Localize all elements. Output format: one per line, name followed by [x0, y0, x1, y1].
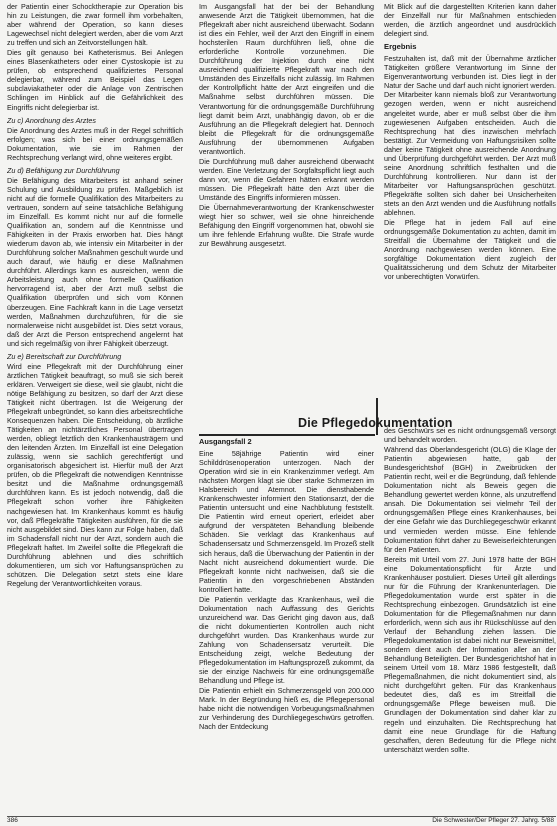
- column-5: [384, 426, 556, 812]
- paragraph: Eine 58jährige Patientin wird einer Schilddrüsenoperation unterzogen. Nach der Operation wird sie in ein Krankenzimmer verlegt. Am nächsten Morgen klagt sie über starke Schmerzen im Halsbereich und Atemnot. Die diensthabende Krankenschwester informiert den Stationsarzt, der die Patientin untersucht und eine Nachblutung feststellt. Die Patientin wird erneut operiert, erleidet aber aufgrund der verspäteten Behandlung bleibende Schäden. Sie verklagt das Krankenhaus auf Schadensersatz und Schmerzensgeld. Im Prozeß stellt sich heraus, daß die Überwachung der Patientin in der Nacht nicht ausreichend dokumentiert wurde. Die Pflegekraft konnte nicht nachweisen, daß sie die Patientin in den vorgeschriebenen Abständen kontrolliert hatte.: [199, 449, 374, 594]
- subheading-befaehigung: Zu d) Befähigung zur Durchführung: [7, 165, 120, 175]
- paragraph: des Geschwürs sei es nicht ordnungsgemäß versorgt und behandelt worden.: [384, 426, 556, 445]
- column-2: [199, 2, 374, 384]
- paragraph: Während das Oberlandesgericht (OLG) die Klage der Patientin abgewiesen hatte, gab der Bundesgerichtshof (BGH) in Zweibrücken der Patientin recht, weil er die Begründung, daß fehlende Dokumentation nicht als Beweis gegen die Behandlung gewertet werden könne, als unzutreffend ansah. Die Dokumentation sei vielmehr Teil der ordnungsgemäßen Pflege eines Krankenhauses, bei der eine Gefahr wie das Durchliegegeschwür erkannt und vermieden werden müsse. Eine fehlende Dokumentation führt daher zu Beweiserleichterungen für den Patienten.: [384, 445, 556, 554]
- paragraph: Die Pflege hat in jedem Fall auf eine ordnungsgemäße Dokumentation zu achten, damit im Streitfall die Übernahme der Tätigkeit und die Anordnung nachgewiesen werden können. Eine sorgfältige Dokumentation dient zugleich der Qualitätssicherung und dem Schutz der Mitarbeiter vor unberechtigten Vorwürfen.: [384, 218, 556, 282]
- paragraph: Die Patientin erhielt ein Schmerzensgeld von 200.000 Mark. In der Begründung hieß es, die Pflegepersonal habe nicht die notwendigen Vorbeugungsmaßnahmen zur Verhinderung des Durchliegegeschwürs getroffen. Nach der Entdeckung: [199, 686, 374, 732]
- paragraph: Dies gilt genauso bei Katheterismus. Bei Anlegen eines Blasenkatheters oder einer Cystoskopie ist zu prüfen, ob entsprechend qualifiziertes Personal delegierbar, während zum Beispiel das Legen subclaviakatheter oder die Anlage von Zentrischen Schlingen im Hinblick auf die Gefährlichkeit des Eingriffs nicht delegierbar ist.: [7, 48, 183, 112]
- paragraph: Die Patientin verklagte das Krankenhaus, weil die Dokumentation nach Auffassung des Gerichts unzureichend war. Das Gericht ging davon aus, daß die nicht dokumentierten Kontrollen auch nicht durchgeführt wurden. Das Krankenhaus wurde zur Zahlung von Schadensersatz verurteilt. Die Entscheidung zeigt, welche Bedeutung der Pflegedokumentation im Haftungsprozeß zukommt, da sie der einzige Nachweis für eine ordnungsgemäße Behandlung und Pflege ist.: [199, 594, 374, 686]
- subheading-bereitschaft: Zu e) Bereitschaft zur Durchführung: [7, 351, 122, 361]
- horizontal-rule: [199, 434, 375, 436]
- paragraph: Mit Blick auf die dargestellten Kriterien kann daher der Einzelfall nur für Maßnahmen entschieden werden, die ärztlich angeordnet und ausdrücklich delegiert sind.: [384, 2, 556, 39]
- paragraph: Die Durchführung muß daher ausreichend überwacht werden. Eine Verletzung der Sorgfaltspflicht liegt auch dann vor, wenn die Gefahren hätten erkannt werden müssen. Die Pflegekraft hätte den Arzt über die Umstände des Eingriffs informieren müssen.: [199, 156, 374, 202]
- paragraph: Die Anordnung des Arztes muß in der Regel schriftlich erfolgen; was sich bei einer ordnungsgemäßen Dokumentation, wie sie im Rahmen der Rechtsprechung verlangt wird, ohne weiteres ergibt.: [7, 125, 183, 162]
- section-headline: Die Pflegedokumentation: [298, 416, 453, 430]
- case-label: Ausgangsfall 2: [199, 437, 252, 446]
- journal-reference: Die Schwester/Der Pfleger 27. Jahrg. 5/88: [432, 817, 554, 824]
- paragraph: Die Befähigung des Mitarbeiters ist anhand seiner Schulung und Ausbildung zu prüfen. Maßgeblich ist nicht auf die formelle Qualifikation des Mitarbeiters zu vertrauen, sondern auf seine tatsächliche Befähigung im Einzelfall. Es kommt nicht nur auf die formelle Qualifikation an, sondern auf die Kenntnisse und Fähigkeiten in der Praxis erworben hat. Dies hängt wiederum davon ab, wie intensiv ein Mitarbeiter in der Durchführung solcher Maßnahmen geschult wurde und auch darauf, wie häufig er diese Maßnahmen durchführt. Allerdings kann es ausreichen, wenn die Arbeitsleistung auch ohne formelle Qualifikation hervorragend ist, aber der Arzt muß selbst die Qualifikation überprüfen und sich vom Können überzeugen. Eine Fachkraft kann in die Lage versetzt werden, Maßnahmen durchzuführen, für die sie normalerweise nicht ausgebildet ist. Dies setzt voraus, daß der Arzt die Person entsprechend angelernt hat und sich regelmäßig von ihrer Fähigkeit überzeugt.: [7, 175, 183, 348]
- subheading-anordnung: Zu c) Anordnung des Arztes: [7, 115, 96, 125]
- paragraph: Festzuhalten ist, daß mit der Übernahme ärztlicher Tätigkeiten größere Verantwortung im Sinne der Eigenverantwortung verbunden ist. Dies liegt in der Natur der Sache und darf auch nicht ignoriert werden. Der Mitarbeiter kann niemals bloß zur Verantwortung gezogen werden, wenn er nicht ausreichend angeleitet wurde, aber er muß selbst über die ihm zugewiesenen Aufgaben entscheiden. Auch die Rechtsprechung hat dies inzwischen mehrfach bestätigt. Zur Vermeidung von Haftungsrisiken sollte daher keine Tätigkeit ohne ausreichende Anordnung und Überprüfung durchgeführt werden. Der Arzt muß seine Anordnung schriftlich festhalten und die Durchführung kontrollieren. Nur dann ist der Mitarbeiter vor Haftungsansprüchen geschützt. Pflegekräfte sollten sich daher bei Unsicherheiten stets an den Arzt wenden und die Ausführung notfalls ablehnen.: [384, 54, 556, 218]
- column-3: [384, 2, 556, 388]
- paragraph: der Patientin einer Schocktherapie zur Operation bis hin zu Leistungen, die zwar formell ihm vorbehalten, aber während der Operation, so kann dieses Lagewechsel nicht delegiert werden, aber die vom Arzt zu treffen und sich an Zeitvorstellungen hält.: [7, 2, 183, 48]
- column-4: [199, 449, 374, 811]
- paragraph: Im Ausgangsfall hat der bei der Behandlung anwesende Arzt die Tätigkeit übernommen, hat die Pflegekraft aber nicht ausreichend überwacht. Sodann ist dies ein Fehler, weil der Arzt den Eingriff in einem hochsterilen Raum durchführen ließ, ohne die erforderliche Kontrolle vorzunehmen. Die Durchführung der Injektion durch eine nicht ausreichend qualifizierte Pflegekraft war nach den Umständen des Einzelfalls nicht zulässig. Im Rahmen der Kontrollpflicht hätte der Arzt eingreifen und die Maßnahme selbst durchführen müssen. Die Verantwortung für die ordnungsgemäße Durchführung liegt damit beim Arzt, unabhängig davon, ob er die Ausführung an die Pflegekraft delegiert hat. Dennoch bleibt die Pflegekraft für die ordnungsgemäße Ausführung der übernommenen Aufgaben verantwortlich.: [199, 2, 374, 156]
- page-number: 386: [7, 817, 18, 824]
- section-heading-ergebnis: Ergebnis: [384, 42, 417, 52]
- column-1: [7, 2, 183, 812]
- paragraph: Wird eine Pflegekraft mit der Durchführung einer ärztlichen Tätigkeit beauftragt, so muß sie sich bereit erklären. Verweigert sie diese, weil sie glaubt, nicht die nötige Befähigung zu besitzen, so darf der Arzt diese Tätigkeit nicht übertragen. Ist die Weigerung der Pflegekraft unbegründet, so kann dies arbeitsrechtliche Konsequenzen haben. Die Entscheidung, ob ärztliche Tätigkeiten an nichtärztliches Personal übertragen werden, obliegt letztlich den Krankenhausträgern und den leitenden Ärzten. Im Einzelfall ist eine Delegation zulässig, wenn sie sachlich gerechtfertigt und organisatorisch abgesichert ist. Hierfür muß der Arzt prüfen, ob die Pflegekraft die notwendigen Kenntnisse besitzt und die Maßnahme ordnungsgemäß durchführen kann. Es ist jedoch notwendig, daß die Pflegekraft schon vorher ihre Fähigkeiten nachgewiesen hat. Im Krankenhaus kommt es häufig vor, daß Pflegekräfte Tätigkeiten ausführen, für die sie nicht ausgebildet sind. Dies kann zur Folge haben, daß im Schadensfall nicht nur der Arzt, sondern auch die Pflegekraft haftet. Im Zweifel sollte die Pflegekraft die Durchführung ablehnen und dies schriftlich dokumentieren, um sich vor Haftungsansprüchen zu schützen. Die Delegation setzt stets eine klare Regelung der Verantwortlichkeiten voraus.: [7, 361, 183, 588]
- paragraph: Bereits mit Urteil vom 27. Juni 1978 hatte der BGH eine Dokumentationspflicht für Ärzte und Krankenhäuser postuliert. Dieses Urteil gilt allerdings nur für die Führung der Krankenunterlagen. Die Pflegedokumentation wurde erst später in die Rechtsprechung einbezogen. Grundsätzlich ist eine Dokumentation für die Pflegemaßnahmen nur dann erforderlich, wenn sich aus ihr Rückschlüsse auf den Verlauf der Behandlung ziehen lassen. Die Pflegedokumentation ist dabei nicht nur Beweismittel, sondern dient auch der Information aller an der Behandlung Beteiligten. Der Bundesgerichtshof hat in seinem Urteil vom 18. März 1986 festgestellt, daß Pflegemaßnahmen, die nicht dokumentiert sind, als nicht durchgeführt gelten. Für das Krankenhaus bedeutet dies, daß es im Streitfall die ordnungsgemäße Pflege beweisen muß. Die Grundlagen der Dokumentation sind daher klar zu regeln und einzuhalten. Die Rechtsprechung hat damit eine neue Grundlage für die Haftung geschaffen, deren Bedeutung für die Pflege nicht unterschätzt werden sollte.: [384, 554, 556, 754]
- paragraph: Die Übernahmeverantwortung der Krankenschwester wiegt hier so schwer, weil sie ohne hinreichende Befähigung den Eingriff vorgenommen hat, obwohl sie um ihre fehlende Erfahrung wußte. Die Strafe wurde zur Bewährung ausgesetzt.: [199, 203, 374, 249]
